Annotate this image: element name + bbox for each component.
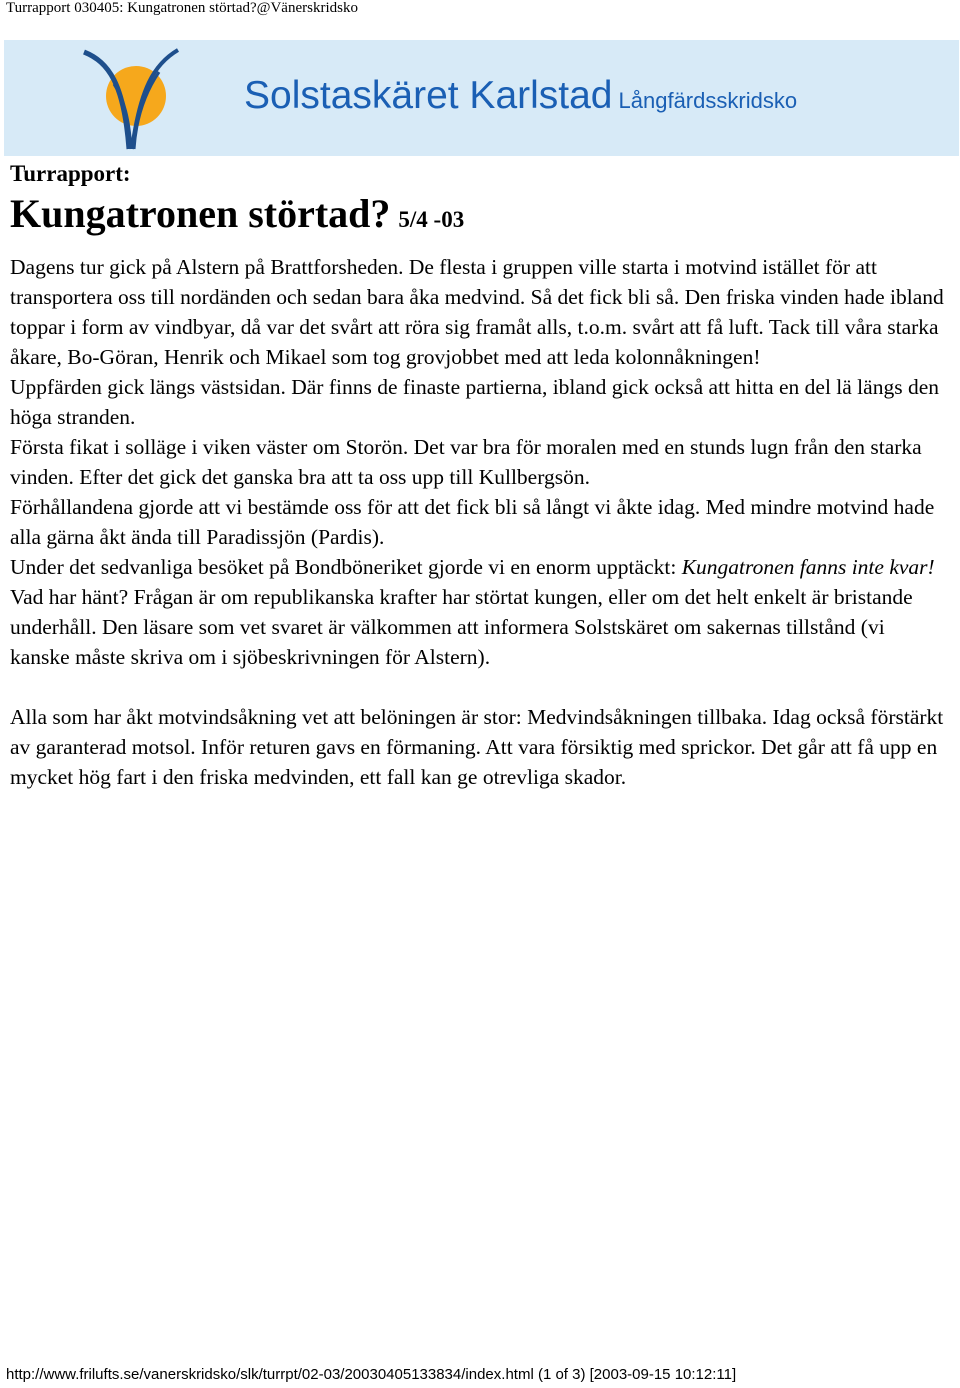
site-banner (4, 40, 959, 156)
throne-emphasis: Kungatronen fanns inte kvar! (681, 555, 935, 579)
article-body (10, 252, 945, 792)
throne-text-end: Vad har hänt? Frågan är om republikanska krafter har störtat kungen, eller om det helt enkelt är bristande underhåll. Den läsare som vet svaret är välkommen att informera Solstskäret om sakernas tillstånd (vi kanske måste skriva om i sjöbeskrivningen för Alstern). (10, 585, 913, 669)
paragraph-conditions: Förhållandena gjorde att vi bestämde oss för att det fick bli så långt vi åkte idag. Med mindre motvind hade alla gärna åkt ända till Paradissjön (Pardis). (10, 495, 935, 549)
site-tagline: Långfärdsskridsko (618, 88, 798, 113)
paragraph-throne (10, 552, 945, 672)
paragraph-return: Alla som har åkt motvindsåkning vet att belöningen är stor: Medvindsåkningen tillbaka. Idag också förstärkt av garanterad motsol. Inför returen gavs en förmaning. Att vara försiktig med sprickor. Det går att få upp en mycket hög fart i den friska medvinden, ett fall kan ge otrevliga skador. (10, 705, 944, 789)
paragraph-first-break: Första fikat i solläge i viken väster om Storön. Det var bra för moralen med en stunds lugn från den starka vinden. Efter det gick det ganska bra att ta oss upp till Kullbergsön. (10, 435, 922, 489)
paragraph-intro: Dagens tur gick på Alstern på Brattforsheden. De flesta i gruppen ville starta i motvind istället för att transportera oss till nordänden och sedan bara åka medvind. Så det fick bli så. Den friska vinden hade ibland toppar i form av vindbyar, då var det svårt att röra sig framåt alls, t.o.m. svårt att få luft. Tack till våra starka åkare, Bo-Göran, Henrik och Mikael som tog grovjobbet med att leda kolonnåkningen! (10, 255, 944, 369)
report-kicker: Turrapport: (10, 161, 131, 186)
site-title (244, 74, 797, 118)
article-date: 5/4 -03 (398, 207, 465, 232)
article-title: Kungatronen störtad? (10, 191, 391, 236)
throne-text-start: Under det sedvanliga besöket på Bondböneriket gjorde vi en enorm upptäckt: (10, 555, 682, 579)
print-header: Turrapport 030405: Kungatronen störtad?@Vänerskridsko (6, 0, 358, 16)
page-title (10, 190, 464, 237)
paragraph-westside: Uppfärden gick längs västsidan. Där finns de finaste partierna, ibland gick också att hitta en del lä längs den höga stranden. (10, 375, 939, 429)
site-name: Solstaskäret Karlstad (244, 74, 613, 117)
print-footer-url: http://www.frilufts.se/vanerskridsko/slk/turrpt/02-03/20030405133834/index.html (1 of 3) [2003-09-15 10:12:11] (6, 1366, 737, 1383)
paragraph-spacer (10, 672, 945, 702)
sunflower-logo-icon (74, 44, 184, 154)
